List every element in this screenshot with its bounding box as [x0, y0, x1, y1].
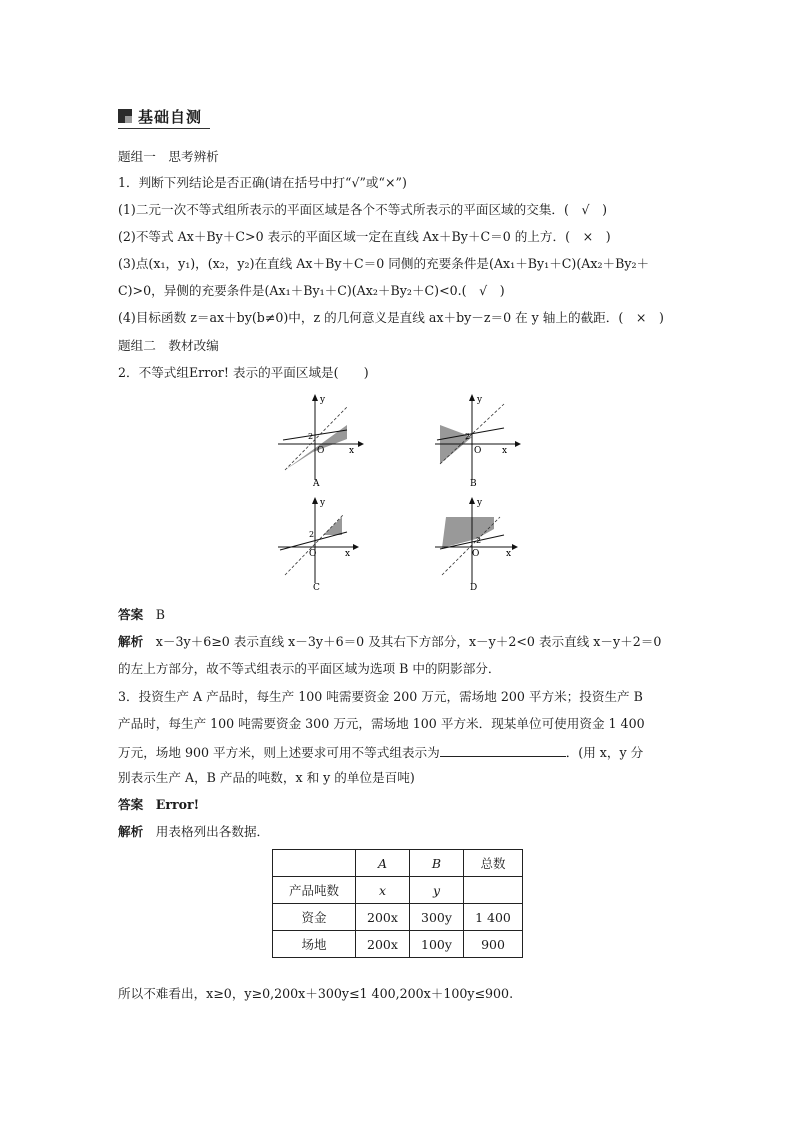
table-header-cell: 总数: [464, 850, 523, 877]
table-row: [273, 877, 523, 904]
table-header-cell: A: [356, 850, 410, 877]
table-cell: 资金: [273, 904, 356, 931]
q3-answer-blank: [440, 742, 566, 757]
origin-label-d: O: [472, 549, 480, 559]
x-axis-label-a: x: [349, 446, 355, 456]
table-cell: 产品吨数: [273, 877, 356, 904]
origin-label-b: O: [474, 446, 482, 456]
q1-item-1: (1)二元一次不等式组所表示的平面区域是各个不等式所表示的平面区域的交集．( √ ): [118, 202, 608, 217]
q3-analysis-label: 解析: [118, 824, 144, 839]
table-row: [273, 904, 523, 931]
q3-answer-value: Error!: [155, 797, 200, 812]
x-axis-label-d: x: [506, 549, 512, 559]
tick-label-a: 2: [308, 432, 314, 441]
origin-label-a: O: [317, 446, 325, 456]
q3-analysis-line: [118, 823, 269, 841]
section-square-icon: [118, 109, 132, 123]
table-cell: 场地: [273, 931, 356, 958]
table-cell: x: [356, 877, 410, 904]
group1-label: 题组一 思考辨析: [118, 149, 219, 164]
y-axis-label-c: y: [320, 498, 326, 508]
x-axis-label-b: x: [502, 446, 508, 456]
tick-label-c: 2: [309, 530, 315, 539]
y-axis-label-d: y: [477, 498, 483, 508]
table-header-row: [273, 850, 523, 877]
q1-item-3a: (3)点(x₁，y₁)，(x₂，y₂)在直线 Ax＋By＋C＝0 同侧的充要条件是(Ax₁＋By₁＋C)(Ax₂＋By₂＋: [118, 256, 650, 271]
q3-line-3-b: ．(用 x，y 分: [565, 745, 644, 760]
q2-analysis-text-1: x－3y＋6≥0 表示直线 x－3y＋6＝0 及其右下方部分，x－y＋2<0 表示直线 x－y＋2＝0: [155, 634, 662, 649]
q2-answer-label: 答案: [118, 607, 144, 622]
table-cell: [464, 877, 523, 904]
graph-option-d: [432, 495, 522, 595]
option-label-d: D: [470, 583, 478, 593]
q3-conclusion: 所以不难看出，x≥0，y≥0,200x＋300y≤1 400,200x＋100y≤900.: [118, 986, 514, 1001]
section-header: [118, 106, 210, 129]
q3-answer-line: [118, 796, 199, 814]
q2-answer-value: B: [155, 607, 166, 622]
table-header-cell: B: [410, 850, 464, 877]
q3-line-3-a: 万元，场地 900 平方米，则上述要求可用不等式组表示为: [118, 745, 440, 760]
q3-analysis-text: 用表格列出各数据．: [155, 824, 270, 839]
y-axis-label-b: y: [477, 395, 483, 405]
q3-answer-label: 答案: [118, 797, 144, 812]
shaded-region-c: [323, 517, 342, 535]
table-cell: 200x: [356, 904, 410, 931]
tick-label-b: 2: [465, 432, 471, 441]
q2-stem: 2．不等式组Error! 表示的平面区域是( ): [118, 365, 369, 380]
q2-analysis-label: 解析: [118, 634, 144, 649]
table-cell: 900: [464, 931, 523, 958]
origin-label-c: O: [309, 549, 317, 559]
graph-option-b: [432, 392, 522, 492]
table-header-cell: [273, 850, 356, 877]
graph-option-c: [275, 495, 365, 595]
q2-analysis-line-2: 的左上方部分，故不等式组表示的平面区域为选项 B 中的阴影部分．: [118, 661, 501, 676]
q1-stem: 1．判断下列结论是否正确(请在括号中打“√”或“×”): [118, 175, 407, 190]
q1-item-3b: C)>0，异侧的充要条件是(Ax₁＋By₁＋C)(Ax₂＋By₂＋C)<0.( √ ): [118, 283, 505, 298]
group2-label: 题组二 教材改编: [118, 338, 219, 353]
table-cell: 200x: [356, 931, 410, 958]
x-axis-label-c: x: [345, 549, 351, 559]
q1-item-2: (2)不等式 Ax＋By＋C>0 表示的平面区域一定在直线 Ax＋By＋C＝0 的上方．( × ): [118, 229, 611, 244]
q1-item-4: (4)目标函数 z＝ax＋by(b≠0)中，z 的几何意义是直线 ax＋by－z＝0 在 y 轴上的截距．( × ): [118, 310, 664, 325]
option-label-b: B: [470, 479, 477, 489]
graph-option-a: [275, 392, 365, 492]
table-cell: y: [410, 877, 464, 904]
table-cell: 1 400: [464, 904, 523, 931]
table-row: [273, 931, 523, 958]
q3-line-4: 别表示生产 A，B 产品的吨数，x 和 y 的单位是百吨): [118, 770, 415, 785]
data-table: [272, 849, 523, 958]
option-label-a: A: [313, 479, 320, 489]
q3-line-3: [118, 742, 643, 762]
q3-line-1: 3．投资生产 A 产品时，每生产 100 吨需要资金 200 万元，需场地 200 平方米；投资生产 B: [118, 689, 643, 704]
q2-analysis-line-1: [118, 633, 661, 651]
q3-line-2: 产品时，每生产 100 吨需要资金 300 万元，需场地 100 平方米．现某单位可使用资金 1 400: [118, 716, 645, 731]
table-cell: 100y: [410, 931, 464, 958]
y-axis-label-a: y: [320, 395, 326, 405]
tick-label-d: 2: [476, 536, 482, 545]
q2-answer-line: [118, 606, 165, 624]
table-cell: 300y: [410, 904, 464, 931]
section-title: 基础自测: [138, 108, 203, 126]
option-label-c: C: [313, 583, 320, 593]
